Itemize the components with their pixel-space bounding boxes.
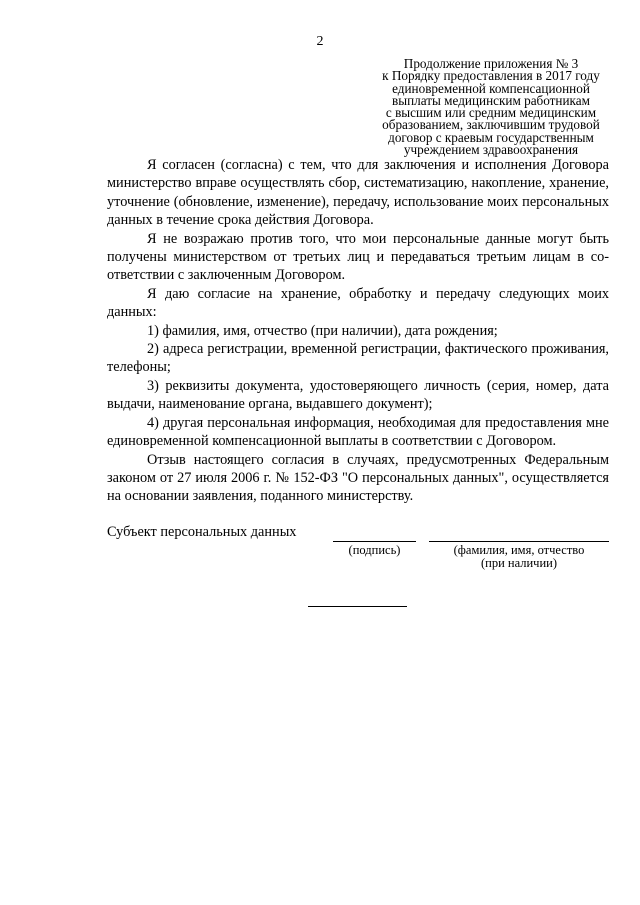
name-caption [429, 544, 609, 570]
name-caption-line: (при наличии) [480, 556, 558, 570]
consent-list-item: 3) реквизиты документа, удостоверяющего личность (серия, номер, дата выдачи, наименование органа, выдавшего документ); [107, 377, 609, 413]
consent-body [107, 156, 609, 506]
appendix-header-line: к Порядку предоставления в 2017 году [382, 68, 600, 84]
page-number: 2 [316, 34, 324, 49]
consent-paragraph: Я не возражаю против того, что мои персональные данные могут быть получены министерством от третьих лиц и передаваться третьим лицам в соответствии с заключенным Договором. [107, 230, 609, 284]
appendix-header-line: единовременной компенсационной [392, 80, 590, 96]
consent-list-item: 1) фамилия, имя, отчество (при наличии), дата рождения; [147, 322, 498, 339]
appendix-header-line: с высшим или средним медицинским [385, 105, 597, 121]
appendix-header-line: выплаты медицинским работникам [392, 92, 590, 108]
signature-label: Субъект персональных данных [107, 524, 297, 540]
bottom-divider [308, 606, 407, 607]
signature-line [333, 541, 416, 542]
consent-list-item: 2) адреса регистрации, временной регистрации, фактического проживания, телефоны; [107, 341, 609, 376]
name-line [429, 541, 609, 542]
name-caption-line: (фамилия, имя, отчество [453, 543, 585, 557]
consent-paragraph: Отзыв настоящего согласия в случаях, предусмотренных Федеральным законом от 27 июля 2006 г. № 152-ФЗ "О персональных данных", осуществляется на основании заявления, поданного министерству. [107, 451, 609, 505]
consent-list-item: 4) другая персональная информация, необходимая для предоставления мне единовременной компенсационной выплаты в соответствии с Договором. [107, 414, 609, 450]
appendix-header-line: Продолжение приложения № 3 [403, 56, 579, 71]
appendix-header-line: учреждением здравоохранения [403, 142, 579, 158]
appendix-header-line: образованием, заключившим трудовой [382, 117, 600, 133]
consent-paragraph: Я согласен (согласна) с тем, что для заключения и исполнения Договора министерство вправе осуществлять сбор, систематизацию, накопление, хранение, уточнение (обновление, изменение), передачу, использование моих персональных данных в течение срока действия Договора. [107, 157, 609, 229]
signature-caption: (подпись) [348, 543, 401, 557]
appendix-header [365, 58, 617, 156]
consent-paragraph: Я даю согласие на хранение, обработку и передачу следующих моих данных: [107, 285, 609, 321]
appendix-header-line: договор с краевым государственным [388, 129, 594, 145]
